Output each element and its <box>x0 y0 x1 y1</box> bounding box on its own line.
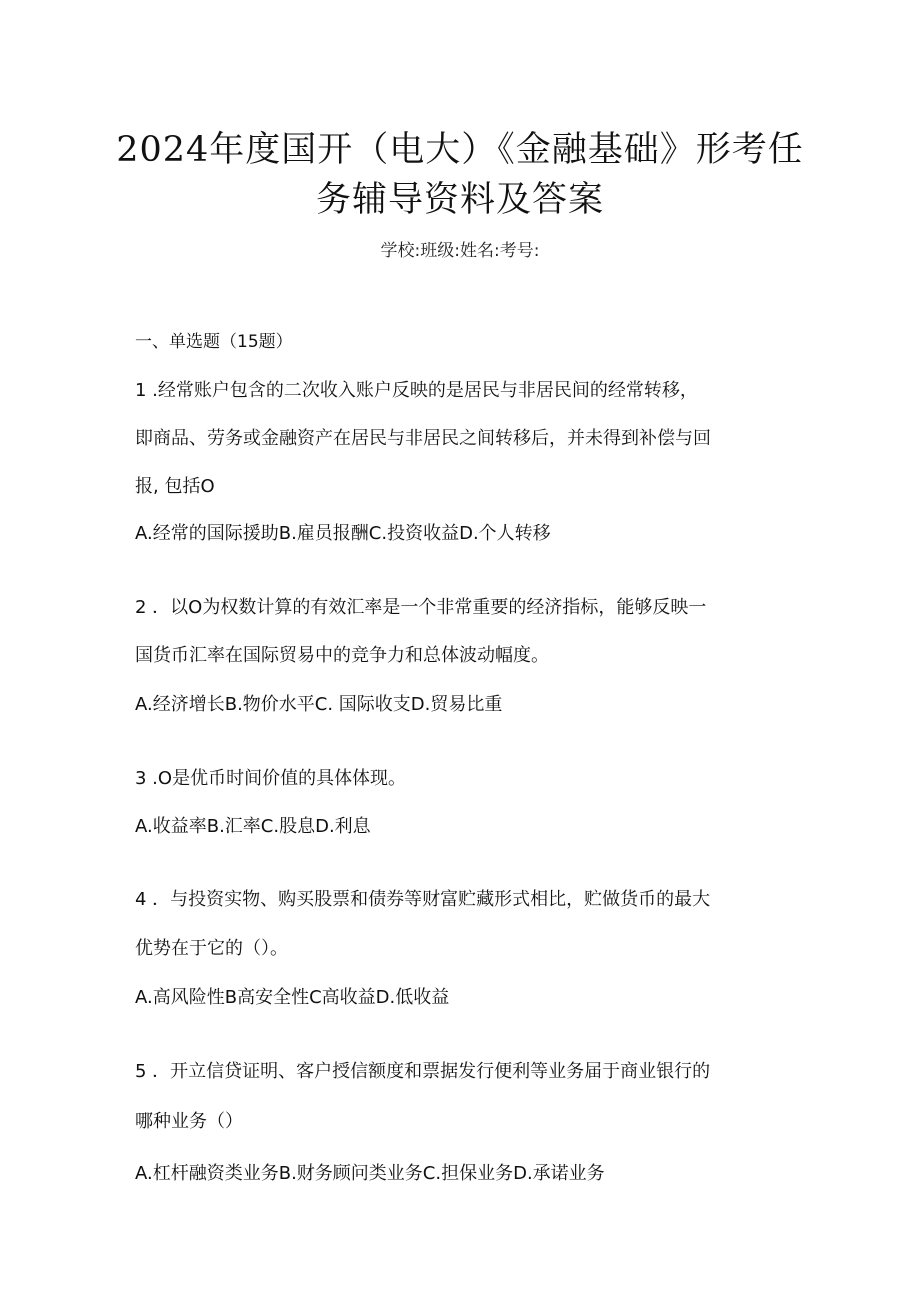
document-title-line-1: 2024年度国开（电大）《金融基础》形考任 <box>116 130 804 170</box>
question-5-options: A.杠杆融资类业务B.财务顾问类业务C.担保业务D.承诺业务 <box>135 1163 605 1184</box>
section-heading: 一、单选题（15题） <box>135 332 293 352</box>
question-4-options: A.高风险性B高安全性C高收益D.低收益 <box>135 987 450 1008</box>
student-info-line: 学校:班级:姓名:考号: <box>380 241 540 261</box>
question-3-line-1: 3 .O是优币时间价值的具体体现。 <box>135 768 407 789</box>
question-4-line-1: 4 ．与投资实物、购买股票和债券等财富贮藏形式相比，贮做货币的最大 <box>135 889 711 910</box>
question-2-line-2: 国货币汇率在国际贸易中的竞争力和总体波动幅度。 <box>135 645 549 666</box>
question-1-line-1: 1 .经常账户包含的二次收入账户反映的是居民与非居民间的经常转移， <box>135 380 698 401</box>
question-1-options: A.经常的国际援助B.雇员报酬C.投资收益D.个人转移 <box>135 523 551 544</box>
question-2-options: A.经济增长B.物价水平C. 国际收支D.贸易比重 <box>135 694 503 715</box>
document-title-line-2: 务辅导资料及答案 <box>315 180 604 220</box>
question-4-line-2: 优势在于它的（）。 <box>135 938 288 959</box>
question-5-line-2: 哪种业务（） <box>135 1111 243 1132</box>
question-5-line-1: 5 ．开立信贷证明、客户授信额度和票据发行便利等业务届于商业银行的 <box>135 1061 711 1082</box>
question-1-line-3: 报, 包括O <box>135 476 215 497</box>
question-1-line-2: 即商品、劳务或金融资产在居民与非居民之间转移后，并未得到补偿与回 <box>135 428 711 449</box>
question-2-line-1: 2 ．以O为权数计算的有效汇率是一个非常重要的经济指标，能够反映一 <box>135 597 707 618</box>
question-3-options: A.收益率B.汇率C.股息D.利息 <box>135 816 371 837</box>
